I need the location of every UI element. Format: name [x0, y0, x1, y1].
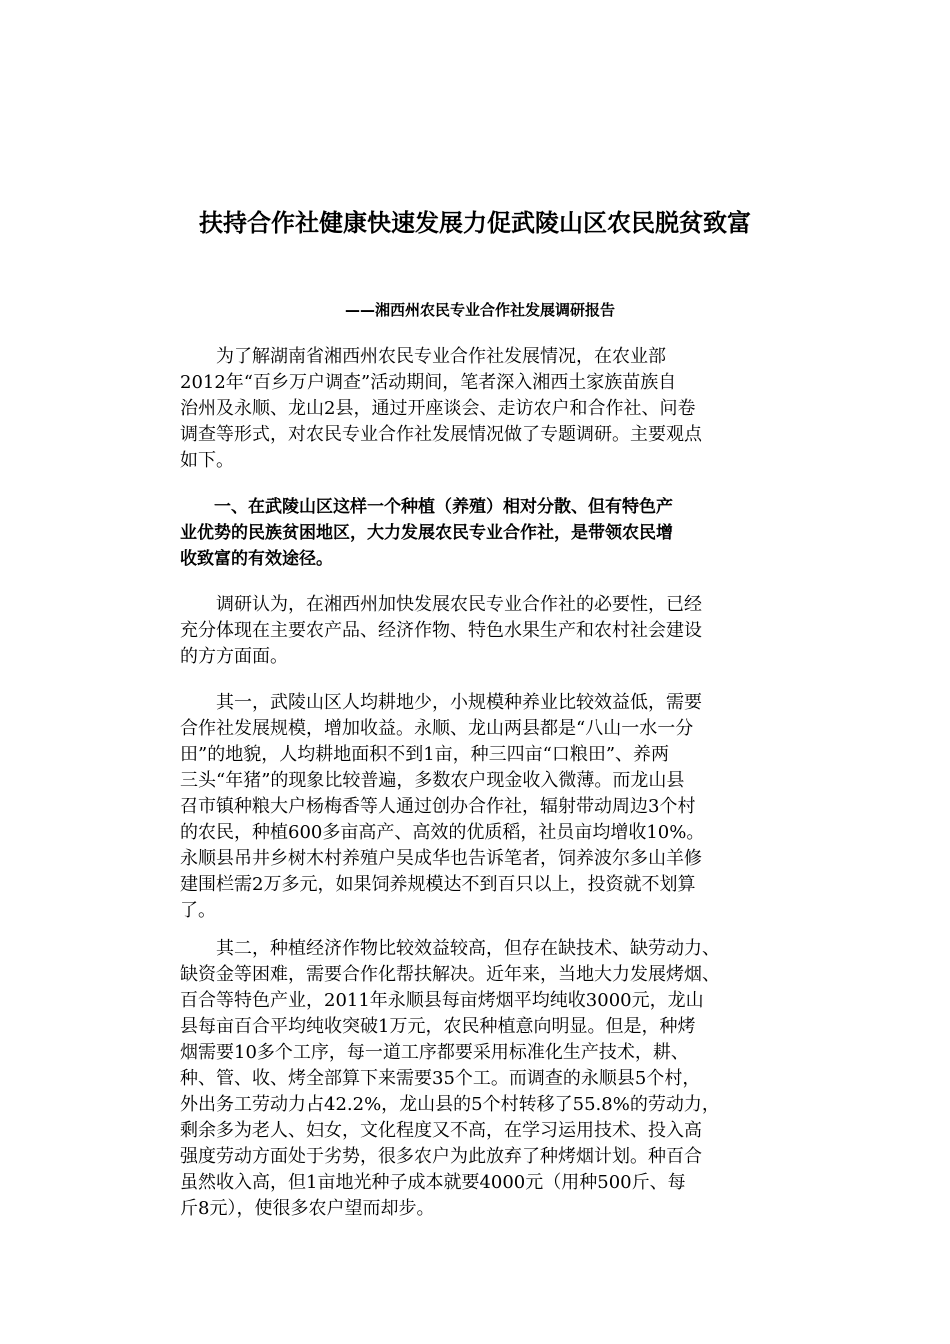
text-line: 外出务工劳动力占42.2%，龙山县的5个村转移了55.8%的劳动力， [180, 1094, 720, 1115]
text-line: 剩余多为老人、妇女，文化程度又不高，在学习运用技术、投入高 [180, 1120, 702, 1141]
text-line: 斤8元），使很多农户望而却步。 [180, 1198, 435, 1219]
text-line: 的农民，种植600多亩高产、高效的优质稻，社员亩均增收10%。 [180, 822, 705, 843]
document-subtitle: ——湘西州农民专业合作社发展调研报告 [344, 301, 615, 319]
section-heading-1 [180, 494, 780, 572]
text-line: 烟需要10多个工序，每一道工序都要采用标准化生产技术，耕、 [180, 1042, 689, 1063]
text-line: 调研认为，在湘西州加快发展农民专业合作社的必要性，已经 [180, 594, 702, 615]
document-title: 扶持合作社健康快速发展力促武陵山区农民脱贫致富 [199, 209, 751, 237]
text-line: 百合等特色产业，2011年永顺县每亩烤烟平均纯收3000元，龙山 [180, 990, 704, 1011]
text-line: 召市镇种粮大户杨梅香等人通过创办合作社，辐射带动周边3个村 [180, 796, 696, 817]
paragraph-point-1 [180, 690, 780, 924]
text-line: 业优势的民族贫困地区，大力发展农民专业合作社，是带领农民增 [180, 523, 673, 543]
text-line: 强度劳动方面处于劣势，很多农户为此放弃了种烤烟计划。种百合 [180, 1146, 702, 1167]
text-line: 其二，种植经济作物比较效益较高，但存在缺技术、缺劳动力、 [180, 938, 720, 959]
text-line: 建围栏需2万多元，如果饲养规模达不到百只以上，投资就不划算 [180, 874, 696, 895]
text-line: 种、管、收、烤全部算下来需要35个工。而调查的永顺县5个村， [180, 1068, 701, 1089]
paragraph-point-2 [180, 936, 780, 1222]
text-line: 缺资金等困难，需要合作化帮扶解决。近年来，当地大力发展烤烟、 [180, 964, 720, 985]
text-line: 虽然收入高，但1亩地光种子成本就要4000元（用种500斤、每 [180, 1172, 686, 1193]
text-line: 治州及永顺、龙山2县，通过开座谈会、走访农户和合作社、问卷 [180, 398, 696, 419]
paragraph-research [180, 592, 780, 670]
text-line: 田”的地貌，人均耕地面积不到1亩，种三四亩“口粮田”、养两 [180, 744, 670, 765]
text-line: 为了解湖南省湘西州农民专业合作社发展情况，在农业部 [180, 346, 666, 367]
text-line: 一、在武陵山区这样一个种植（养殖）相对分散、但有特色产 [180, 497, 673, 517]
text-line: 充分体现在主要农产品、经济作物、特色水果生产和农村社会建设 [180, 620, 702, 641]
text-line: 2012年“百乡万户调查”活动期间，笔者深入湘西土家族苗族自 [180, 372, 677, 393]
text-line: 永顺县吊井乡树木村养殖户吴成华也告诉笔者，饲养波尔多山羊修 [180, 848, 702, 869]
text-line: 调查等形式，对农民专业合作社发展情况做了专题调研。主要观点 [180, 424, 702, 445]
text-line: 合作社发展规模，增加收益。永顺、龙山两县都是“八山一水一分 [180, 718, 694, 739]
text-line: 三头“年猪”的现象比较普遍，多数农户现金收入微薄。而龙山县 [180, 770, 685, 791]
text-line: 收致富的有效途径。 [180, 549, 333, 569]
text-line: 如下。 [180, 450, 234, 471]
text-line: 县每亩百合平均纯收突破1万元，农民种植意向明显。但是，种烤 [180, 1016, 696, 1037]
paragraph-intro [180, 344, 780, 474]
text-line: 了。 [180, 900, 216, 921]
text-line: 其一，武陵山区人均耕地少，小规模种养业比较效益低，需要 [180, 692, 702, 713]
text-line: 的方方面面。 [180, 646, 288, 667]
